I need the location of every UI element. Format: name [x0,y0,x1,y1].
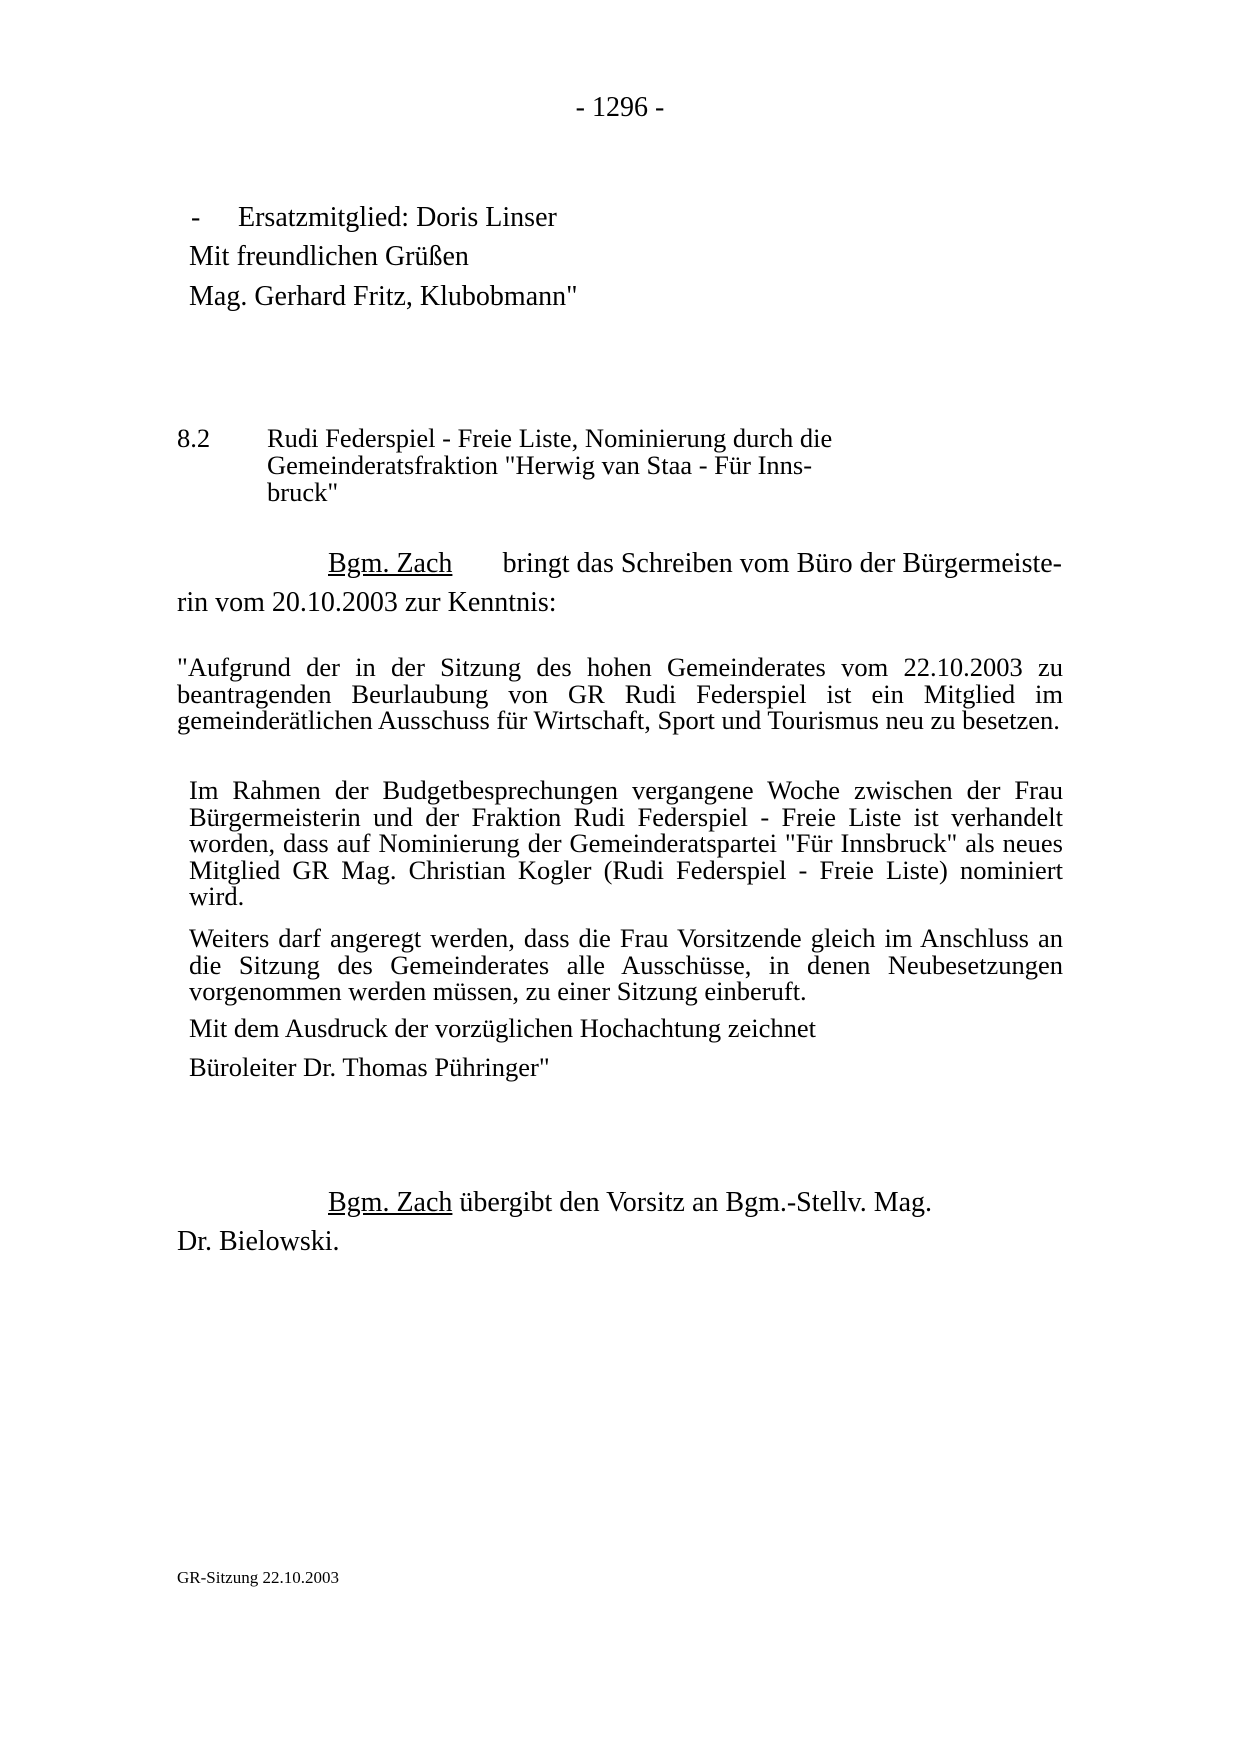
bullet-dash: - [191,202,201,233]
page-number: - 1296 - [575,92,665,123]
letter-paragraph-3: Weiters darf angeregt werden, dass die Frau Vorsitzende gleich im Anschluss an die Sitzung des Gemeinderates alle Ausschüsse, in denen Neubesetzungen vorgenommen werden müssen, zu einer Sitzung einberuft. [189,923,1063,1006]
prev-closing: Mit freundlichen Grüßen [189,241,469,272]
handover-line-1 [328,1188,932,1219]
speaker-name: Bgm. Zach [328,1187,453,1218]
handover-line-2: Dr. Bielowski. [177,1226,340,1257]
section-number: 8.2 [177,423,211,453]
handover-line-1-text: übergibt den Vorsitz an Bgm.-Stellv. Mag. [459,1187,933,1218]
section-title-line-3: bruck" [267,477,339,507]
prev-signature: Mag. Gerhard Fritz, Klubobmann" [189,281,578,312]
replacement-member: Ersatzmitglied: Doris Linser [238,202,557,233]
section-title-line-2: Gemeinderatsfraktion "Herwig van Staa - Für Inns- [267,450,813,480]
letter-paragraph-2: Im Rahmen der Budgetbesprechungen vergangene Woche zwischen der Frau Bürgermeisterin und der Fraktion Rudi Federspiel - Freie Liste ist verhandelt worden, dass auf Nominierung der Gemeinderatspartei "Für Innsbruck" als neues Mitglied GR Mag. Christian Kogler (Rudi Federspiel - Freie Liste) nominiert wird. [189,775,1063,911]
intro-line-1-text: bringt das Schreiben vom Büro der Bürgermeiste- [502,548,1062,579]
intro-line-1 [328,549,1062,580]
intro-line-2: rin vom 20.10.2003 zur Kenntnis: [177,587,557,618]
footer-session: GR-Sitzung 22.10.2003 [177,1568,339,1587]
letter-paragraph-1: "Aufgrund der in der Sitzung des hohen Gemeinderates vom 22.10.2003 zu beantragenden Beurlaubung von GR Rudi Federspiel ist ein Mitglied im gemeinderätlichen Ausschuss für Wirtschaft, Sport und Tourismus neu zu besetzen. [177,652,1063,735]
letter-signature: Büroleiter Dr. Thomas Pühringer" [189,1052,550,1082]
letter-closing: Mit dem Ausdruck der vorzüglichen Hochachtung zeichnet [189,1013,816,1043]
section-title-line-1: Rudi Federspiel - Freie Liste, Nominierung durch die [267,423,833,453]
speaker-name: Bgm. Zach [328,548,453,579]
